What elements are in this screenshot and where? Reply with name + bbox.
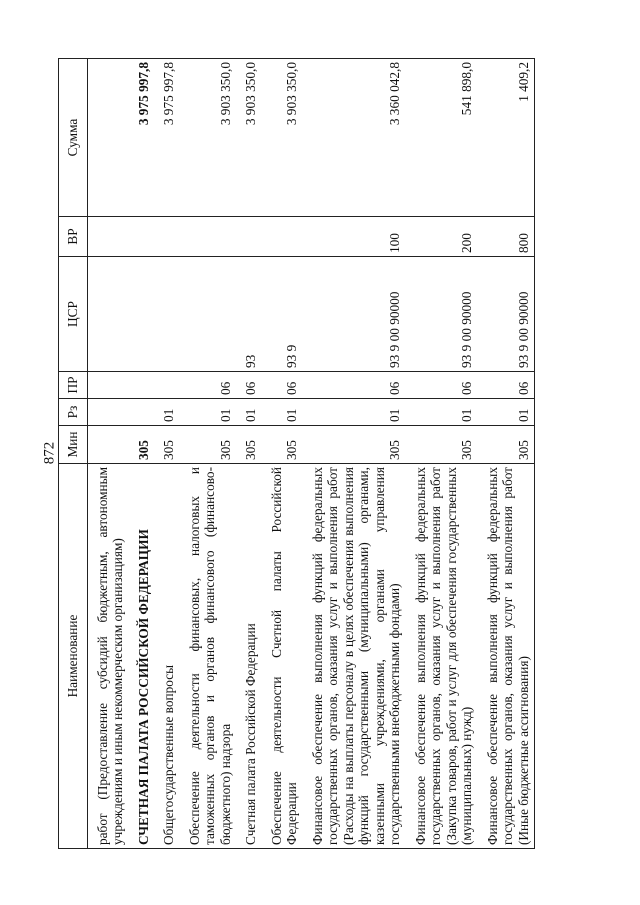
row-rz: 01 xyxy=(154,399,180,426)
table-row xyxy=(478,59,535,849)
row-csr xyxy=(154,257,180,372)
row-vr xyxy=(262,217,303,257)
header-vr: ВР xyxy=(59,217,88,257)
row-csr: 93 9 00 90000 xyxy=(478,257,535,372)
row-pr: 06 xyxy=(180,372,237,399)
table-row xyxy=(87,59,129,849)
row-vr xyxy=(236,217,262,257)
row-min: 305 xyxy=(406,426,478,464)
row-sum xyxy=(87,59,129,217)
row-sum: 3 903 350,0 xyxy=(180,59,237,217)
row-name: Общегосударственные вопросы xyxy=(154,464,180,849)
table-row xyxy=(180,59,237,849)
table-row xyxy=(129,59,155,849)
row-vr: 100 xyxy=(303,217,406,257)
table-row xyxy=(154,59,180,849)
row-name: Финансовое обеспечение выполнения функций федеральных государственных органов, оказания услуг и выполнения работ (Расходы на выплаты персоналу в целях обеспечения выполнения функций государственными (муниципальными) органами, казенными учреждениями, органами управления государственными внебюджетными фондами) xyxy=(303,464,406,849)
row-vr xyxy=(129,217,155,257)
row-csr: 93 9 00 90000 xyxy=(406,257,478,372)
row-pr: 06 xyxy=(406,372,478,399)
row-min: 305 xyxy=(303,426,406,464)
table-row xyxy=(262,59,303,849)
row-vr: 200 xyxy=(406,217,478,257)
row-rz: 01 xyxy=(303,399,406,426)
row-min: 305 xyxy=(129,426,155,464)
row-pr: 06 xyxy=(262,372,303,399)
row-vr xyxy=(180,217,237,257)
row-min: 305 xyxy=(262,426,303,464)
row-pr xyxy=(87,372,129,399)
table-row xyxy=(303,59,406,849)
row-min: 305 xyxy=(478,426,535,464)
row-name: Финансовое обеспечение выполнения функций федеральных государственных органов, оказания услуг и выполнения работ (Иные бюджетные ассигнования) xyxy=(478,464,535,849)
row-csr xyxy=(129,257,155,372)
row-pr xyxy=(129,372,155,399)
row-sum: 3 360 042,8 xyxy=(303,59,406,217)
row-sum: 3 903 350,0 xyxy=(262,59,303,217)
row-min: 305 xyxy=(154,426,180,464)
row-rz xyxy=(87,399,129,426)
row-rz: 01 xyxy=(406,399,478,426)
row-sum: 1 409,2 xyxy=(478,59,535,217)
row-csr: 93 xyxy=(236,257,262,372)
budget-table xyxy=(58,58,535,849)
row-rz xyxy=(129,399,155,426)
header-min: Мин xyxy=(59,426,88,464)
table-row xyxy=(406,59,478,849)
header-csr: ЦСР xyxy=(59,257,88,372)
row-name: работ (Предоставление субсидий бюджетным, автономным учреждениям и иным некоммерческим организациям) xyxy=(87,464,129,849)
row-min: 305 xyxy=(236,426,262,464)
row-rz: 01 xyxy=(478,399,535,426)
row-pr: 06 xyxy=(478,372,535,399)
row-pr xyxy=(154,372,180,399)
row-name: Финансовое обеспечение выполнения функций федеральных государственных органов, оказания услуг и выполнения работ (Закупка товаров, работ и услуг для обеспечения государственных (муниципальных) нужд) xyxy=(406,464,478,849)
row-sum: 3 975 997,8 xyxy=(154,59,180,217)
row-rz: 01 xyxy=(180,399,237,426)
row-rz: 01 xyxy=(262,399,303,426)
row-name: Счетная палата Российской Федерации xyxy=(236,464,262,849)
row-vr xyxy=(154,217,180,257)
page-number: 872 xyxy=(41,441,58,464)
row-min: 305 xyxy=(180,426,237,464)
row-min xyxy=(87,426,129,464)
row-name: Обеспечение деятельности финансовых, налоговых и таможенных органов и органов финансового (финансово-бюджетного) надзора xyxy=(180,464,237,849)
header-sum: Сумма xyxy=(59,59,88,217)
header-name: Наименование xyxy=(59,464,88,849)
row-pr: 06 xyxy=(303,372,406,399)
row-vr xyxy=(87,217,129,257)
row-vr: 800 xyxy=(478,217,535,257)
row-csr: 93 9 00 90000 xyxy=(303,257,406,372)
row-sum: 541 898,0 xyxy=(406,59,478,217)
row-csr xyxy=(87,257,129,372)
row-pr: 06 xyxy=(236,372,262,399)
row-csr xyxy=(180,257,237,372)
table-row xyxy=(236,59,262,849)
budget-table-rotated xyxy=(58,59,640,849)
header-pr: ПР xyxy=(59,372,88,399)
row-sum: 3 903 350,0 xyxy=(236,59,262,217)
header-rz: Рз xyxy=(59,399,88,426)
table-header-row xyxy=(59,59,88,849)
row-rz: 01 xyxy=(236,399,262,426)
row-name: Обеспечение деятельности Счетной палаты Российской Федерации xyxy=(262,464,303,849)
row-sum: 3 975 997,8 xyxy=(129,59,155,217)
row-csr: 93 9 xyxy=(262,257,303,372)
row-name: СЧЕТНАЯ ПАЛАТА РОССИЙСКОЙ ФЕДЕРАЦИИ xyxy=(129,464,155,849)
